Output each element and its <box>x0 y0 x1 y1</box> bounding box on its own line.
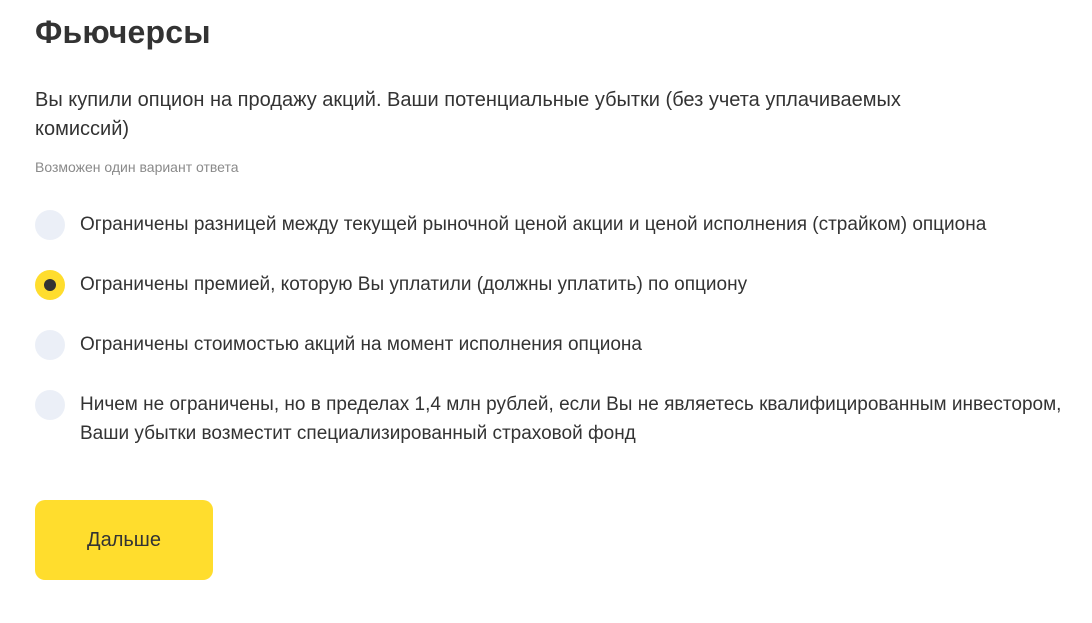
answer-option-label: Ограничены премией, которую Вы уплатили (должны уплатить) по опциону <box>80 274 748 295</box>
answer-option-3[interactable] <box>35 330 1075 360</box>
radio-button-icon[interactable] <box>35 210 65 240</box>
radio-button-checked-icon[interactable] <box>35 270 65 300</box>
question-text: Вы купили опцион на продажу акций. Ваши потенциальные убытки (без учета уплачиваемых комиссий) <box>35 89 901 140</box>
answer-option-2[interactable] <box>35 270 1075 300</box>
answer-option-1[interactable] <box>35 210 1075 240</box>
page-title: Фьючерсы <box>35 14 211 50</box>
answer-option-label: Ничем не ограничены, но в пределах 1,4 млн рублей, если Вы не являетесь квалифицированным инвестором, Ваши убытки возместит специализированный страховой фонд <box>80 394 1062 444</box>
answer-option-4[interactable] <box>35 390 1075 448</box>
answer-option-label: Ограничены стоимостью акций на момент исполнения опциона <box>80 334 642 355</box>
next-button[interactable]: Дальше <box>35 500 213 580</box>
radio-button-icon[interactable] <box>35 390 65 420</box>
answer-option-label: Ограничены разницей между текущей рыночной ценой акции и ценой исполнения (страйком) опциона <box>80 214 987 235</box>
answer-hint: Возможен один вариант ответа <box>35 159 239 175</box>
radio-button-icon[interactable] <box>35 330 65 360</box>
